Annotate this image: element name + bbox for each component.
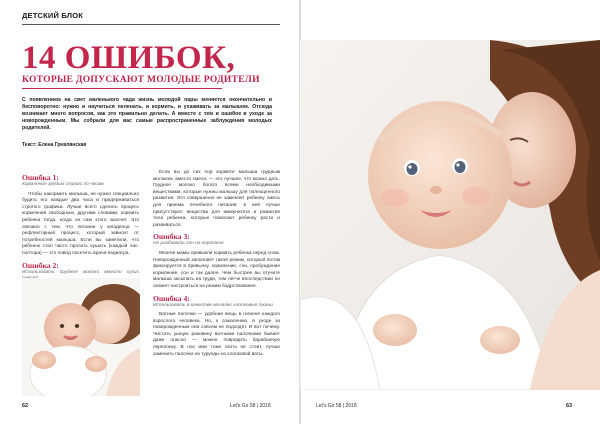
article-title: 14 ОШИБОК, (22, 40, 236, 76)
mother-kissing-baby-photo (300, 40, 600, 390)
mother-baby-photo (22, 278, 140, 396)
page-number-right: 63 (566, 403, 573, 409)
error-subheading: Использовать в качестве мочалки хлопковые ткани (153, 302, 273, 308)
error-subheading: Использовать грудное молоко вместо сухих (22, 269, 139, 275)
page-number-left: 62 (22, 403, 29, 409)
error-subheading: Кормление грудью строго по часам (22, 182, 104, 187)
error-body: Ватные палочки — удобная вещь в гигиене каждого взрослого человека. Но, к сожалению, в уходе за новорожденным они совсем не подходят. И вот почему. Чистить ушную раковину ватными палочками бывает даже опасно — можно повредить барабанную перепонку. В нос ими тоже лезть не стоит, лучше заменить палочки на турунды из хлопковой ваты. (153, 312, 280, 357)
error-heading: Ошибка 1: (22, 173, 59, 182)
subtitle-divider (22, 88, 222, 89)
mother-kissing-baby-illustration (300, 40, 600, 390)
error-body: Многие мамы привыкли кормить ребенка перед сном. Новорожденный заполняет такой режим, который потом фиксируется в привычку, кормление, сон, пробуждение кормление, сон и так далее. Чем быстрее вы отучите малыша засыпать на груди, тем легче впоследствии он сможет настроиться на режим бодрствования. (153, 250, 280, 289)
error-heading: Ошибка 3: (153, 232, 190, 242)
text-column-2 (153, 170, 280, 358)
error-heading: Ошибка 4: (153, 293, 190, 303)
article-subtitle: КОТОРЫЕ ДОПУСКАЮТ МОЛОДЫЕ РОДИТЕЛИ (22, 75, 260, 85)
mother-baby-illustration (22, 278, 140, 396)
text-column-1 (22, 170, 139, 286)
section-divider (22, 24, 280, 25)
section-label: ДЕТСКИЙ БЛОК (22, 11, 84, 20)
error-body: Если вы до сих пор кормите малыша грудным молоком, вместо смеси, — это лучшее, что можно дать. Грудное молоко богато всеми необходимыми веществами, которые нужны малышу для полноценного развития. Это совершенно не заменяет ребенку смесь для приема лечебного питания: в ней лучше присутствуют вещества для иммунитета и развития тела ребенка, которые помогают ребенку расти и развиваться. (153, 170, 280, 228)
error-heading: Ошибка 2: (22, 260, 59, 270)
magazine-issue-right: Let's Go 58 | 2018 (316, 403, 357, 409)
error-subheading: Не разбивать сон на короткие (153, 241, 224, 247)
article-byline: Текст: Елена Гревлянская (22, 142, 87, 148)
error-body: Чтобы накормить малыша, не нужно специально будить его каждые два часа и придерживаться строгого графика. Лучше всего сделать процесс кормления свободным, другими словами, кормить ребенка тогда, когда он сам этого захочет. Это связано с тем, что питание у младенца — рефлекторный процесс, который зависит от потребностей малыша. Если вы заметили, что ребенок стал часто просить кушать (каждый час-полтора) — это повод посетить врача-педиатра. (22, 191, 139, 256)
article-lead: С появлением на свет маленького чада жизнь молодой пары меняется окончательно и бесповоротно: нужно и научиться пеленать, и кормить, и ухаживать за малышом. Отсюда возникает много вопросов, как это правильно делать. А вместе с тем и ошибок в уходе за новорожденным. Мы собрали для вас самые распространенные заблуждения молодых родителей. (22, 97, 272, 132)
magazine-issue-left: Let's Go 58 | 2018 (230, 403, 271, 409)
